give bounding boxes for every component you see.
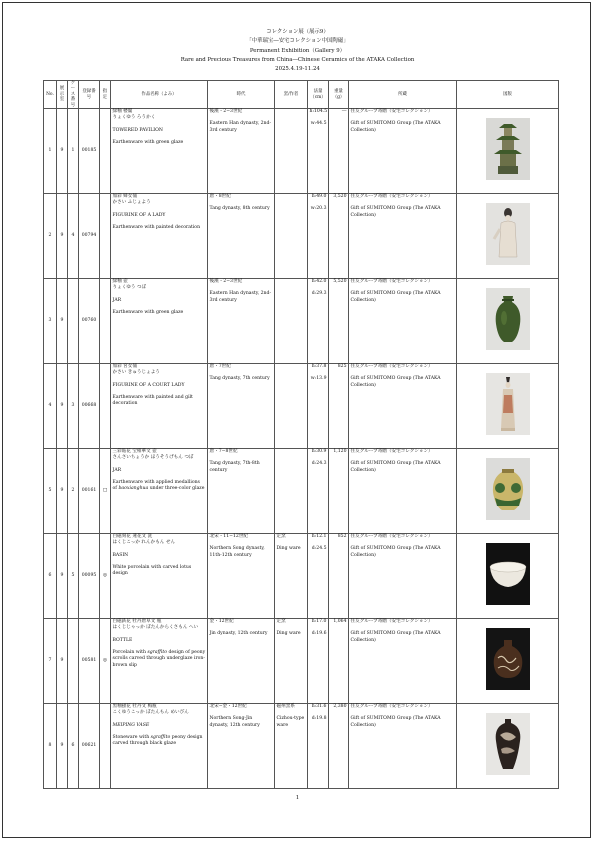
- cell-designation: [100, 364, 111, 449]
- brown-bottle-icon: [486, 687, 530, 692]
- owner-en: Gift of SUMITOMO Group (The ATAKA Collection): [350, 291, 441, 303]
- cell-weight: ―: [329, 109, 349, 194]
- cell-designation: □: [100, 449, 111, 534]
- cell-reg: 00794: [79, 194, 100, 279]
- cell-weight: 852: [329, 534, 349, 619]
- cell-designation: [100, 279, 111, 364]
- title-desc: Earthenware with green glaze: [112, 309, 184, 315]
- table-row: [44, 449, 559, 534]
- table-row: [44, 704, 559, 789]
- green-jar-icon: [486, 347, 530, 352]
- lady-figurine-icon: [486, 262, 530, 267]
- sancai-jar-icon: [486, 517, 530, 522]
- title-desc: Porcelain with sgraffito design of peony scrolls carved through underglaze iron-brown slip: [112, 649, 206, 668]
- cell-designation: [100, 194, 111, 279]
- cell-room: 9: [57, 364, 68, 449]
- col-image: 図版: [457, 81, 559, 109]
- owner-jp: 住友グループ寄贈（安宅コレクション）: [350, 194, 433, 200]
- page-number: 1: [295, 795, 300, 801]
- header-line-3: Permanent Exhibition（Gallery 9）: [249, 47, 346, 54]
- period-en: Northern Song-Jin dynasty, 12th century: [209, 716, 260, 728]
- cell-designation: ◎: [100, 619, 111, 704]
- owner-jp: 住友グループ寄贈（安宅コレクション）: [350, 449, 433, 455]
- title-kana: こくゆうこっか ぼたんもん めいぴん: [112, 710, 189, 716]
- period-en: Eastern Han dynasty, 2nd-3rd century: [209, 291, 272, 303]
- owner-en: Gift of SUMITOMO Group (The ATAKA Collection): [350, 546, 441, 558]
- period-en: Tang dynasty, 7th century: [209, 376, 270, 382]
- size-1: h:37.8: [311, 364, 327, 370]
- cell-room: 9: [57, 619, 68, 704]
- period-jp: 後漢・2−3世紀: [209, 279, 243, 285]
- cell-case: 5: [68, 534, 79, 619]
- cell-owner: [349, 449, 457, 534]
- owner-jp: 住友グループ寄贈（安宅コレクション）: [350, 534, 433, 540]
- header-line-5: 2025.4.19-11.24: [275, 66, 320, 73]
- cell-designation: ◎: [100, 534, 111, 619]
- cell-size: [308, 534, 329, 619]
- col-designation: 指定: [100, 81, 111, 109]
- title-jp: 緑釉 楼閣: [112, 109, 133, 115]
- size-2: d:24.5: [311, 546, 327, 552]
- title-kana: さんさいちょうか ほうそうげもん つぼ: [112, 455, 194, 461]
- title-kana: りょくゆう ろうかく: [112, 115, 156, 121]
- col-case: ケース番号: [68, 81, 79, 109]
- col-reg: 登録番号: [79, 81, 100, 109]
- title-desc: White porcelain with carved lotus design: [112, 564, 192, 577]
- cell-period: [208, 109, 275, 194]
- title-desc: Earthenware with green glaze: [112, 139, 184, 145]
- kiln-en: Cizhou-type ware: [276, 716, 305, 728]
- table-row: [44, 279, 559, 364]
- header-line-2: 「中華瑞宝―安宅コレクション中国陶磁」: [246, 38, 349, 45]
- white-basin-icon: [486, 602, 530, 607]
- size-1: h:31.6: [311, 704, 327, 710]
- cell-case: 6: [68, 704, 79, 789]
- period-en: Tang dynasty, 8th century: [209, 206, 270, 212]
- title-en: TOWERED PAVILION: [112, 127, 163, 133]
- period-jp: 唐・8世紀: [209, 194, 231, 200]
- kiln-en: Ding ware: [276, 631, 301, 637]
- cell-period: [208, 534, 275, 619]
- cell-case: 4: [68, 194, 79, 279]
- cell-owner: [349, 619, 457, 704]
- col-owner: 所蔵: [349, 81, 457, 109]
- table-row: [44, 534, 559, 619]
- col-no: No.: [44, 81, 57, 109]
- cell-kiln: [275, 449, 308, 534]
- cell-owner: [349, 279, 457, 364]
- cell-reg: 00161: [79, 449, 100, 534]
- title-en: MEIPING VASE: [112, 722, 150, 728]
- cell-period: [208, 449, 275, 534]
- title-kana: かさい ふじょよう: [112, 200, 151, 206]
- size-1: h:30.9: [311, 449, 327, 455]
- period-jp: 唐・7−8世紀: [209, 449, 238, 455]
- cell-no: 1: [44, 109, 57, 194]
- size-2: w:20.3: [310, 206, 327, 212]
- title-desc: Earthenware with painted decoration: [112, 224, 201, 230]
- cell-title: [111, 704, 208, 789]
- cell-no: 4: [44, 364, 57, 449]
- cell-image: [457, 704, 559, 789]
- cell-image: [457, 534, 559, 619]
- cell-no: 3: [44, 279, 57, 364]
- title-desc: Earthenware with applied medallions of baoxianghua under three-color glaze: [112, 479, 205, 492]
- size-1: h:12.1: [311, 534, 327, 540]
- period-jp: 後漢・2−3世紀: [209, 109, 243, 115]
- cell-title: [111, 449, 208, 534]
- size-2: d:29.3: [311, 291, 327, 297]
- cell-kiln: [275, 109, 308, 194]
- cell-weight: 825: [329, 364, 349, 449]
- size-1: h:104.5: [309, 109, 328, 115]
- cell-period: [208, 704, 275, 789]
- table-row: [44, 364, 559, 449]
- cell-title: [111, 194, 208, 279]
- title-desc: Stoneware with sgraffito peony design carved through black glaze: [112, 734, 203, 747]
- cell-size: [308, 449, 329, 534]
- cell-owner: [349, 534, 457, 619]
- cell-period: [208, 619, 275, 704]
- cell-room: 9: [57, 449, 68, 534]
- size-1: h:49.0: [311, 194, 327, 200]
- title-desc: Earthenware with painted and gilt decoration: [112, 394, 193, 407]
- cell-title: [111, 619, 208, 704]
- cell-kiln: [275, 704, 308, 789]
- period-jp: 金・12世紀: [209, 619, 234, 625]
- table-row: [44, 619, 559, 704]
- cell-case: [68, 279, 79, 364]
- title-jp: 加彩 宮女俑: [112, 364, 137, 370]
- title-jp: 白磁刻花 蓮花文 洗: [112, 534, 153, 540]
- cell-weight: 3,520: [329, 194, 349, 279]
- cell-reg: 00185: [79, 109, 100, 194]
- cell-room: 9: [57, 534, 68, 619]
- kiln-jp: 磁州窯系: [276, 704, 295, 710]
- col-title: 作品名称（よみ）: [111, 81, 208, 109]
- period-jp: 北宋−金・12世紀: [209, 704, 247, 710]
- size-1: h:42.0: [311, 279, 327, 285]
- cell-room: 9: [57, 704, 68, 789]
- cell-kiln: [275, 194, 308, 279]
- kiln-en: Ding ware: [276, 546, 301, 552]
- cell-image: [457, 279, 559, 364]
- cell-size: [308, 364, 329, 449]
- owner-jp: 住友グループ寄贈（安宅コレクション）: [350, 279, 433, 285]
- period-en: Eastern Han dynasty, 2nd-3rd century: [209, 121, 272, 133]
- col-room: 展示室: [57, 81, 68, 109]
- period-en: Northern Song dynasty, 11th-12th century: [209, 546, 265, 558]
- cell-designation: [100, 704, 111, 789]
- title-en: FIGURINE OF A COURT LADY: [112, 382, 185, 388]
- table-header-row: [44, 81, 559, 109]
- title-en: FIGURINE OF A LADY: [112, 212, 166, 218]
- cell-kiln: [275, 534, 308, 619]
- owner-jp: 住友グループ寄贈（安宅コレクション）: [350, 364, 433, 370]
- cell-weight: 2,380: [329, 704, 349, 789]
- period-jp: 唐・7世紀: [209, 364, 231, 370]
- cell-image: [457, 194, 559, 279]
- table-row: [44, 194, 559, 279]
- title-en: BOTTLE: [112, 637, 133, 643]
- period-en: Jin dynasty, 12th century: [209, 631, 268, 637]
- cell-image: [457, 449, 559, 534]
- owner-en: Gift of SUMITOMO Group (The ATAKA Collection): [350, 461, 441, 473]
- cell-title: [111, 109, 208, 194]
- col-weight: 重量（g）: [329, 81, 349, 109]
- owner-jp: 住友グループ寄贈（安宅コレクション）: [350, 619, 433, 625]
- title-en: BASIN: [112, 552, 129, 558]
- pavilion-icon: [486, 177, 530, 182]
- cell-case: 1: [68, 109, 79, 194]
- cell-period: [208, 364, 275, 449]
- cell-image: [457, 109, 559, 194]
- cell-owner: [349, 364, 457, 449]
- col-kiln: 窯/作者: [275, 81, 308, 109]
- cell-title: [111, 364, 208, 449]
- owner-en: Gift of SUMITOMO Group (The ATAKA Collection): [350, 121, 441, 133]
- cell-period: [208, 279, 275, 364]
- cell-kiln: [275, 619, 308, 704]
- period-en: Tang dynasty, 7th-8th century: [209, 461, 260, 473]
- cell-weight: 1,120: [329, 449, 349, 534]
- cell-no: 5: [44, 449, 57, 534]
- col-size: 法量（cm）: [308, 81, 329, 109]
- owner-en: Gift of SUMITOMO Group (The ATAKA Collection): [350, 206, 441, 218]
- title-kana: りょくゆう つぼ: [112, 285, 147, 291]
- cell-reg: 00760: [79, 279, 100, 364]
- cell-kiln: [275, 364, 308, 449]
- title-kana: かさい きゅうじょよう: [112, 370, 160, 376]
- cell-reg: 00668: [79, 364, 100, 449]
- header-line-1: コレクション展（展示9）: [266, 29, 329, 35]
- cell-no: 2: [44, 194, 57, 279]
- cell-no: 8: [44, 704, 57, 789]
- title-jp: 白磁鉄花 牡丹唐草文 瓶: [112, 619, 162, 625]
- cell-reg: 00095: [79, 534, 100, 619]
- cell-kiln: [275, 279, 308, 364]
- header-line-4: Rare and Precious Treasures from China―Chinese Ceramics of the ATAKA Collection: [180, 56, 415, 63]
- owner-jp: 住友グループ寄贈（安宅コレクション）: [350, 109, 433, 115]
- cell-room: 9: [57, 279, 68, 364]
- title-jp: 緑釉 壺: [112, 279, 128, 285]
- kiln-jp: 定窯: [276, 619, 286, 625]
- cell-no: 6: [44, 534, 57, 619]
- catalog-table: [43, 80, 559, 789]
- owner-en: Gift of SUMITOMO Group (The ATAKA Collection): [350, 376, 441, 388]
- title-jp: 三彩貼花 宝相華文 壺: [112, 449, 157, 455]
- cell-room: 9: [57, 194, 68, 279]
- cell-case: 2: [68, 449, 79, 534]
- cell-weight: 1,064: [329, 619, 349, 704]
- title-jp: 加彩 婦女俑: [112, 194, 137, 200]
- cell-title: [111, 534, 208, 619]
- title-kana: はくじこっか れんかもん せん: [112, 540, 176, 546]
- owner-en: Gift of SUMITOMO Group (The ATAKA Collection): [350, 631, 441, 643]
- cell-period: [208, 194, 275, 279]
- cell-image: [457, 364, 559, 449]
- size-2: d:19.8: [311, 716, 327, 722]
- cell-size: [308, 279, 329, 364]
- table-row: [44, 109, 559, 194]
- title-en: JAR: [112, 297, 122, 303]
- size-1: h:17.0: [311, 619, 327, 625]
- cell-weight: 5,520: [329, 279, 349, 364]
- black-meiping-vase-icon: [486, 772, 530, 777]
- cell-title: [111, 279, 208, 364]
- cell-size: [308, 194, 329, 279]
- title-jp: 黒釉掻花 牡丹文 梅瓶: [112, 704, 157, 710]
- cell-size: [308, 109, 329, 194]
- size-2: d:24.3: [311, 461, 327, 467]
- period-jp: 北宋・11−12世紀: [209, 534, 249, 540]
- cell-owner: [349, 109, 457, 194]
- cell-owner: [349, 194, 457, 279]
- court-lady-figurine-icon: [486, 432, 530, 437]
- kiln-jp: 定窯: [276, 534, 286, 540]
- owner-en: Gift of SUMITOMO Group (The ATAKA Collection): [350, 716, 441, 728]
- cell-reg: 00621: [79, 704, 100, 789]
- exhibition-header: [0, 28, 595, 74]
- cell-reg: 00581: [79, 619, 100, 704]
- cell-no: 7: [44, 619, 57, 704]
- cell-size: [308, 619, 329, 704]
- size-2: w:13.9: [310, 376, 327, 382]
- size-2: d:19.6: [311, 631, 327, 637]
- cell-case: 3: [68, 364, 79, 449]
- cell-owner: [349, 704, 457, 789]
- title-en: JAR: [112, 467, 122, 473]
- cell-image: [457, 619, 559, 704]
- col-period: 時代: [208, 81, 275, 109]
- cell-size: [308, 704, 329, 789]
- title-kana: はくじじゃっか ぼたんからくさもん へい: [112, 625, 199, 631]
- owner-jp: 住友グループ寄贈（安宅コレクション）: [350, 704, 433, 710]
- size-2: w:44.5: [310, 121, 327, 127]
- cell-case: [68, 619, 79, 704]
- cell-designation: [100, 109, 111, 194]
- cell-room: 9: [57, 109, 68, 194]
